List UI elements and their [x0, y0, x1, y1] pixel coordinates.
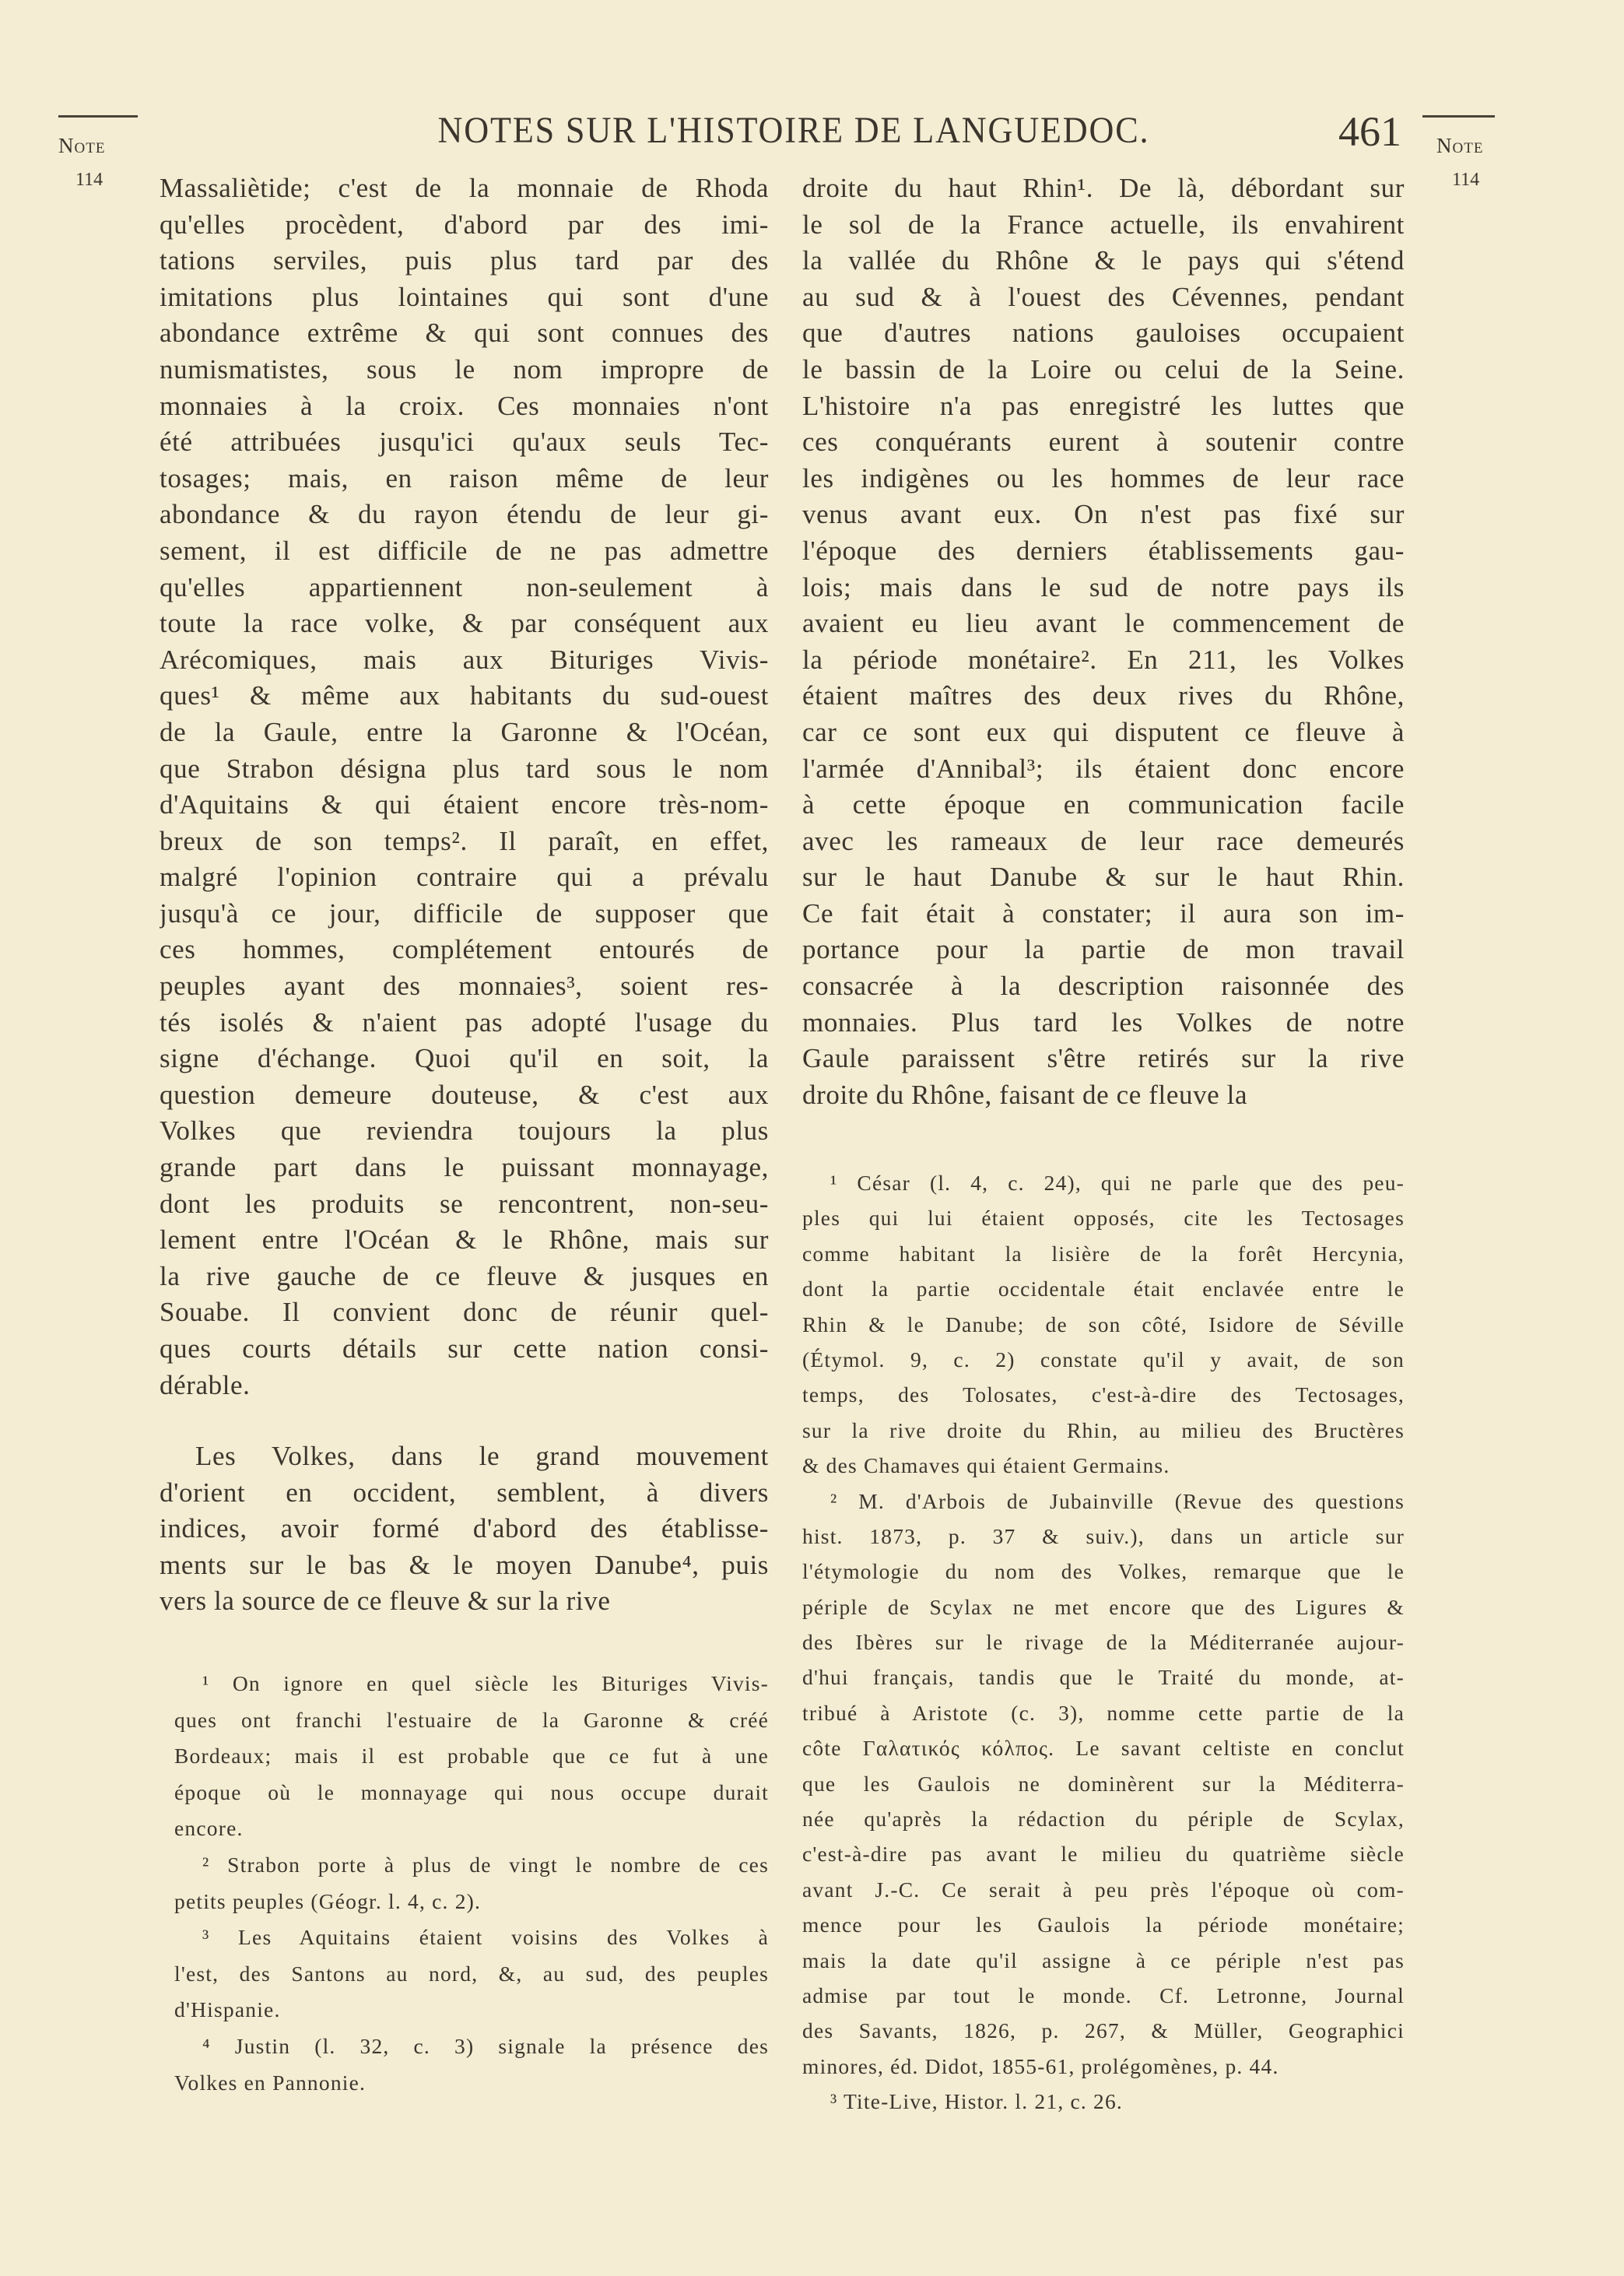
left-column-paragraph-1 — [160, 170, 769, 1403]
text-line: jusqu'à ce jour, difficile de supposer que — [160, 897, 769, 929]
text-line: abondance extrême & qui sont connues des — [160, 318, 769, 349]
text-line: indices, avoir formé d'abord des établisse- — [160, 1513, 769, 1544]
text-line: que d'autres nations gauloises occupaient — [802, 318, 1405, 349]
footnote-line: d'Hispanie. — [174, 1997, 281, 2022]
text-line: qu'elles procèdent, d'abord par des imi- — [160, 209, 769, 240]
page-number: 461 — [1338, 108, 1401, 155]
margin-note-right: Note — [1436, 134, 1484, 157]
footnote-line: ¹ On ignore en quel siècle les Bituriges Vivis- — [202, 1671, 769, 1695]
text-line: sement, il est difficile de ne pas admettre — [160, 535, 769, 566]
footnote-line: temps, des Tolosates, c'est-à-dire des Tectosages, — [802, 1382, 1405, 1407]
text-line: lois; mais dans le sud de notre pays ils — [802, 571, 1405, 602]
text-line: tosages; mais, en raison même de leur — [160, 462, 769, 493]
footnote-line: Bordeaux; mais il est probable que ce fut à une — [174, 1744, 769, 1768]
text-line: qu'elles appartiennent non-seulement à — [160, 571, 769, 602]
footnote-line: sur la rive droite du Rhin, au milieu des Bructères — [802, 1417, 1405, 1442]
text-line: sur le haut Danube & sur le haut Rhin. — [802, 862, 1405, 893]
text-line: d'orient en occident, semblent, à divers — [160, 1477, 769, 1508]
text-line: lement entre l'Océan & le Rhône, mais sur — [160, 1224, 769, 1256]
text-line: à cette époque en communication facile — [802, 789, 1405, 820]
text-line: la période monétaire². En 211, les Volkes — [802, 644, 1405, 675]
footnote-line: ⁴ Justin (l. 32, c. 3) signale la présence des — [202, 2033, 769, 2058]
text-line: droite du haut Rhin¹. De là, débordant sur — [802, 173, 1405, 203]
footnote-line: c'est-à-dire pas avant le milieu du quatrième siècle — [802, 1842, 1405, 1867]
footnote-line: périple de Scylax ne met encore que des Ligures & — [802, 1594, 1405, 1619]
footnote-line: mence pour les Gaulois la période monétaire; — [802, 1912, 1405, 1937]
text-line: Ce fait était à constater; il aura son im- — [802, 897, 1405, 929]
footnote-line: comme habitant la lisière de la forêt Hercynia, — [802, 1241, 1405, 1266]
margin-note-number-left: 114 — [75, 170, 103, 190]
footnote-line: avant J.-C. Ce serait à peu près l'époque où com- — [802, 1877, 1405, 1902]
text-line: Volkes que reviendra toujours la plus — [160, 1115, 769, 1147]
footnote-line: & des Chamaves qui étaient Germains. — [802, 1453, 1170, 1478]
text-line: dérable. — [160, 1369, 251, 1400]
footnote-line: ² Strabon porte à plus de vingt le nombre de ces — [202, 1852, 769, 1877]
header-rule-right — [1422, 115, 1495, 118]
footnote-line: des Savants, 1826, p. 267, & Müller, Geographici — [802, 2018, 1405, 2043]
text-line: l'époque des derniers établissements gau- — [802, 535, 1405, 566]
text-line: Massaliètide; c'est de la monnaie de Rhoda — [160, 173, 769, 203]
footnote-line: encore. — [174, 1816, 244, 1841]
text-line: ments sur le bas & le moyen Danube⁴, puis — [160, 1549, 769, 1580]
text-line: Arécomiques, mais aux Bituriges Vivis- — [160, 644, 769, 675]
footnote-line: mais la date qu'il assigne à ce périple n'est pas — [802, 1948, 1405, 1972]
text-line: avaient eu lieu avant le commencement de — [802, 608, 1405, 639]
footnote-line: ques ont franchi l'estuaire de la Garonne & créé — [174, 1707, 769, 1732]
text-line: le bassin de la Loire ou celui de la Seine. — [802, 353, 1405, 385]
text-line: grande part dans le puissant monnayage, — [160, 1152, 769, 1183]
text-line: monnaies. Plus tard les Volkes de notre — [802, 1006, 1405, 1038]
footnote-line: ² M. d'Arbois de Jubainville (Revue des questions — [830, 1488, 1405, 1513]
footnote-line: dont la partie occidentale était enclavée entre le — [802, 1277, 1405, 1301]
footnote-line: tribué à Aristote (c. 3), nomme cette partie de la — [802, 1700, 1405, 1725]
text-line: imitations plus lointaines qui sont d'une — [160, 281, 769, 312]
text-line: avec les rameaux de leur race demeurés — [802, 825, 1405, 856]
text-line: de la Gaule, entre la Garonne & l'Océan, — [160, 716, 769, 747]
text-line: tés isolés & n'aient pas adopté l'usage du — [160, 1006, 769, 1038]
text-line: dont les produits se rencontrent, non-seu- — [160, 1188, 769, 1219]
text-line: malgré l'opinion contraire qui a prévalu — [160, 862, 769, 893]
text-line: vers la source de ce fleuve & sur la rive — [160, 1586, 611, 1617]
footnote-line: hist. 1873, p. 37 & suiv.), dans un article sur — [802, 1523, 1405, 1548]
footnote-line: Volkes en Pannonie. — [174, 2070, 367, 2095]
text-line: L'histoire n'a pas enregistré les luttes que — [802, 390, 1405, 421]
text-line: ces conquérants eurent à soutenir contre — [802, 427, 1405, 458]
text-line: venus avant eux. On n'est pas fixé sur — [802, 499, 1405, 530]
left-column-paragraph-2 — [160, 1438, 769, 1620]
footnote-line: minores, éd. Didot, 1855-61, prolégomènes, p. 44. — [802, 2053, 1279, 2078]
text-line: toute la race volke, & par conséquent aux — [160, 608, 769, 639]
text-line: Gaule paraissent s'être retirés sur la rive — [802, 1043, 1405, 1074]
text-line: portance pour la partie de mon travail — [802, 934, 1405, 965]
text-line: car ce sont eux qui disputent ce fleuve à — [802, 716, 1405, 747]
footnote-line: l'est, des Santons au nord, &, au sud, des peuples — [174, 1961, 769, 1986]
footnote-line: des Ibères sur le rivage de la Méditerranée aujour- — [802, 1630, 1405, 1655]
margin-note-number-right: 114 — [1452, 170, 1480, 190]
text-line: monnaies à la croix. Ces monnaies n'ont — [160, 390, 769, 421]
text-line: la rive gauche de ce fleuve & jusques en — [160, 1260, 769, 1291]
footnote-line: ³ Les Aquitains étaient voisins des Volkes à — [202, 1925, 769, 1950]
header-rule-left — [58, 115, 138, 118]
text-line: ces hommes, complétement entourés de — [160, 934, 769, 965]
footnote-line: époque où le monnayage qui nous occupe durait — [174, 1779, 769, 1804]
text-line: au sud & à l'ouest des Cévennes, pendant — [802, 281, 1405, 312]
text-line: été attribuées jusqu'ici qu'aux seuls Tec- — [160, 427, 769, 458]
right-column-paragraph-1 — [802, 170, 1405, 1113]
footnote-line: ³ Tite-Live, Histor. l. 21, c. 26. — [830, 2089, 1123, 2114]
text-line: étaient maîtres des deux rives du Rhône, — [802, 680, 1405, 711]
text-line: la vallée du Rhône & le pays qui s'étend — [802, 245, 1405, 276]
text-line: que Strabon désigna plus tard sous le nom — [160, 753, 769, 784]
left-footnotes — [174, 1666, 769, 2101]
text-line: numismatistes, sous le nom impropre de — [160, 353, 769, 385]
footnote-line: Rhin & le Danube; de son côté, Isidore de Séville — [802, 1312, 1405, 1336]
text-line: consacrée à la description raisonnée des — [802, 971, 1405, 1002]
text-line: signe d'échange. Quoi qu'il en soit, la — [160, 1043, 769, 1074]
footnote-line: d'hui français, tandis que le Traité du monde, at- — [802, 1665, 1405, 1690]
footnote-line: née qu'après la rédaction du périple de Scylax, — [802, 1807, 1405, 1832]
text-line: peuples ayant des monnaies³, soient res- — [160, 971, 769, 1002]
text-line: Souabe. Il convient donc de réunir quel- — [160, 1297, 769, 1328]
text-line: droite du Rhône, faisant de ce fleuve la — [802, 1079, 1248, 1110]
footnote-line: côte Γαλατικός κόλπος. Le savant celtiste en conclut — [802, 1736, 1405, 1761]
text-line: le sol de la France actuelle, ils envahirent — [802, 209, 1405, 240]
footnote-line: petits peuples (Géogr. l. 4, c. 2). — [174, 1888, 482, 1913]
text-line: ques¹ & même aux habitants du sud-ouest — [160, 680, 769, 711]
footnote-line: que les Gaulois ne dominèrent sur la Méditerra- — [802, 1771, 1405, 1796]
margin-note-left: Note — [58, 134, 106, 157]
footnote-line: (Étymol. 9, c. 2) constate qu'il y avait, de son — [802, 1347, 1405, 1372]
running-title: NOTES SUR L'HISTOIRE DE LANGUEDOC. — [437, 110, 1150, 151]
text-line: tations serviles, puis plus tard par des — [160, 245, 769, 276]
text-line: Les Volkes, dans le grand mouvement — [195, 1441, 769, 1471]
footnote-line: admise par tout le monde. Cf. Letronne, Journal — [802, 1983, 1405, 2007]
text-line: d'Aquitains & qui étaient encore très-nom- — [160, 789, 769, 820]
footnote-line: ples qui lui étaient opposés, cite les Tectosages — [802, 1206, 1405, 1231]
text-line: abondance & du rayon étendu de leur gi- — [160, 499, 769, 530]
text-line: question demeure douteuse, & c'est aux — [160, 1079, 769, 1110]
footnote-line: ¹ César (l. 4, c. 24), qui ne parle que des peu- — [830, 1171, 1405, 1195]
text-line: breux de son temps². Il paraît, en effet, — [160, 825, 769, 856]
text-line: les indigènes ou les hommes de leur race — [802, 462, 1405, 493]
right-footnotes — [802, 1165, 1405, 2120]
text-line: ques courts détails sur cette nation consi- — [160, 1333, 769, 1364]
text-line: l'armée d'Annibal³; ils étaient donc encore — [802, 753, 1405, 784]
footnote-line: l'étymologie du nom des Volkes, remarque que le — [802, 1559, 1405, 1584]
